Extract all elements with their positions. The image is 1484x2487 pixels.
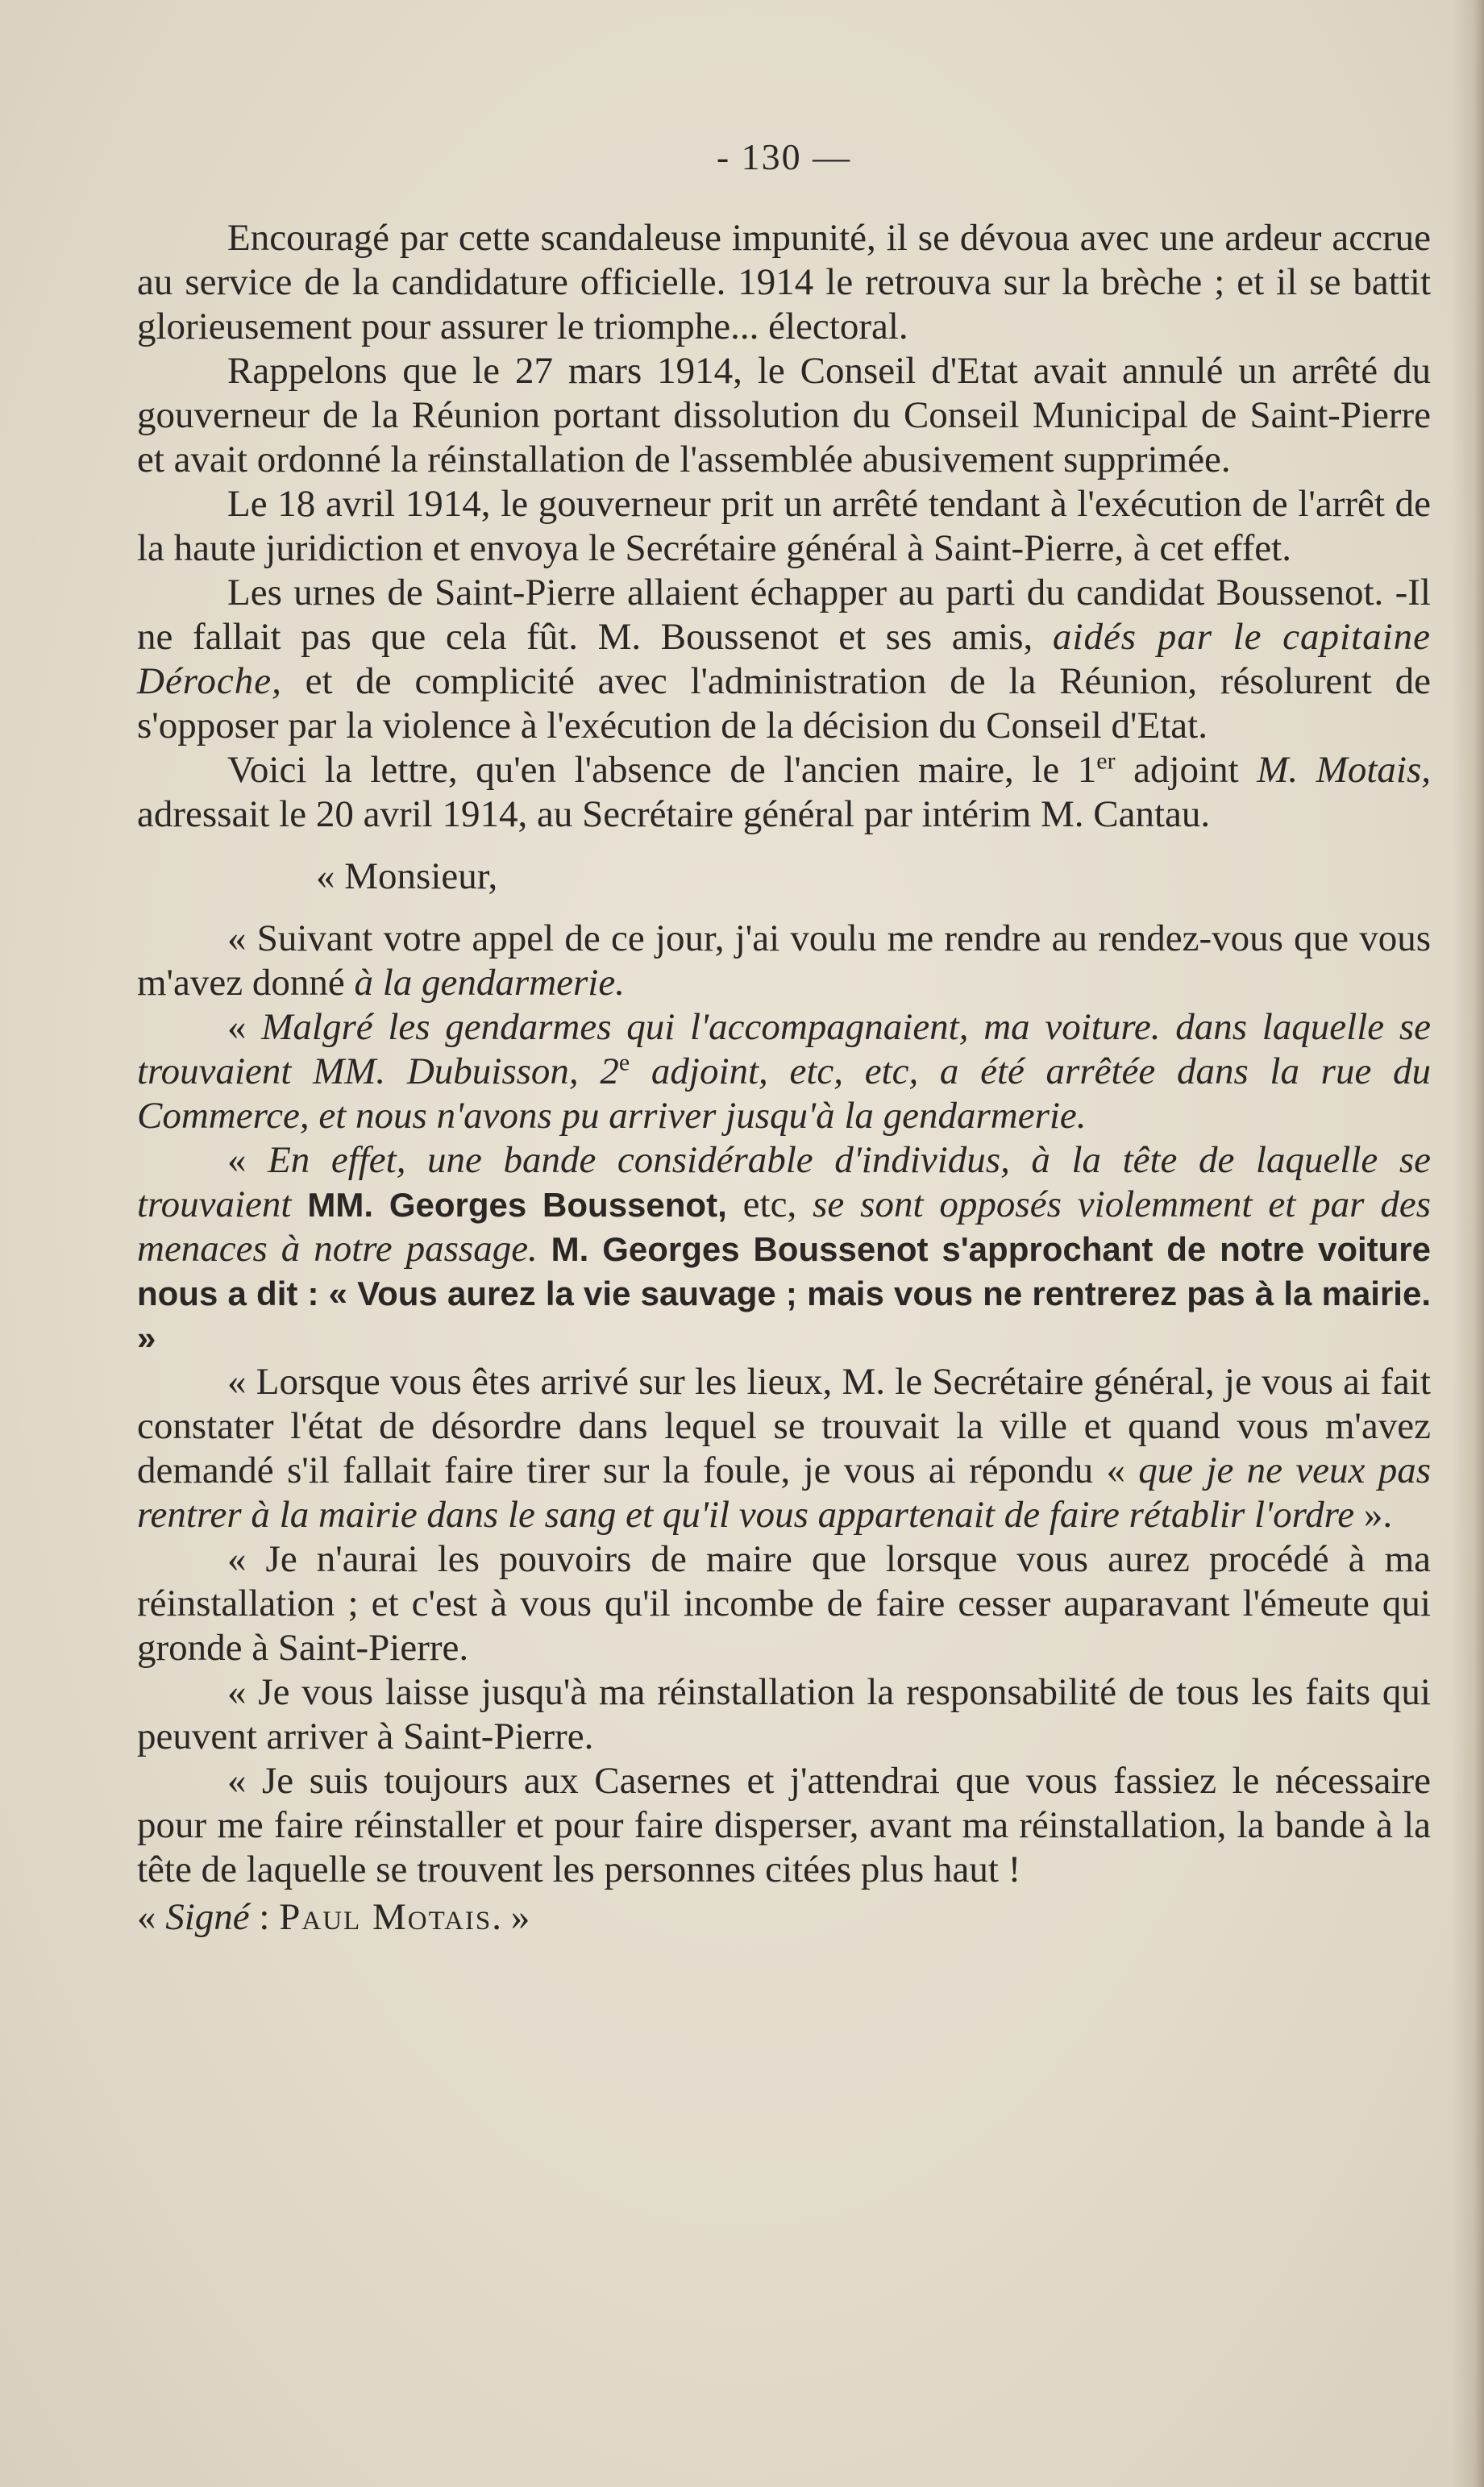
- signature-colon: :: [249, 1896, 280, 1938]
- quote-6: « Je vous laisse jusqu'à ma réinstallation la responsabilité de tous les faits qui peuvent arriver à Saint-Pierre.: [137, 1671, 1431, 1757]
- quote-2: [137, 1005, 1431, 1138]
- signature: [137, 1895, 1431, 1940]
- q4-close: ».: [1354, 1494, 1393, 1536]
- p5-text-b: adjoint: [1115, 749, 1257, 791]
- quote-7: « Je suis toujours aux Casernes et j'attendrai que vous fassiez le nécessaire pour me faire réinstaller et pour faire disperser, avant ma réinstallation, la bande à la tête de laquelle se trouvent les personnes citées plus haut !: [137, 1760, 1431, 1890]
- quote-3: [137, 1138, 1431, 1360]
- paragraph-3: Le 18 avril 1914, le gouverneur prit un arrêté tendant à l'exécution de l'arrêt de la haute juridiction et envoya le Secrétaire général à Saint-Pierre, à cet effet.: [137, 483, 1431, 569]
- q3-open: «: [227, 1139, 268, 1181]
- q3-italic-b: se sont opposés violemment et par des menaces à notre passage.: [137, 1183, 1432, 1270]
- p4-text-a: Les urnes de Saint-Pierre allaient échapper au parti du candidat Boussenot. -Il ne fallait pas que cela fût. M. Boussenot et ses amis,: [137, 572, 1431, 658]
- page-edge-shadow: [1452, 0, 1484, 2487]
- quote-4: [137, 1360, 1431, 1537]
- signature-name: Paul Motais: [279, 1896, 493, 1938]
- quote-1: [137, 917, 1431, 1005]
- p5-text-a: Voici la lettre, qu'en l'absence de l'ancien maire, le 1: [227, 749, 1097, 791]
- p5-text-d: adressait le 20 avril 1914, au Secrétaire général par intérim M. Cantau.: [137, 793, 1211, 835]
- paragraph-4: [137, 571, 1431, 748]
- signature-signe: Signé: [165, 1896, 250, 1938]
- paragraph-5: [137, 748, 1431, 837]
- q3-bold-names: MM. Georges Boussenot,: [307, 1186, 727, 1224]
- q2-italic-b: adjoint, etc, etc, a été arrêtée dans la rue du Commerce, et nous n'avons pu arriver jusqu'à la gendarmerie.: [137, 1050, 1431, 1137]
- signature-open: «: [137, 1896, 166, 1938]
- q2-italic-a: Malgré les gendarmes qui l'accompagnaient, ma voiture. dans laquelle se trouvaient MM. Dubuisson, 2: [137, 1006, 1432, 1092]
- q4-italic: que je ne veux pas rentrer à la mairie dans le sang et qu'il vous appartenait de faire rétablir l'ordre: [137, 1449, 1431, 1536]
- p4-text-c: et de complicité avec l'administration de la Réunion, résolurent de s'opposer par la violence à l'exécution de la décision du Conseil d'Etat.: [137, 660, 1431, 747]
- q1-text: « Suivant votre appel de ce jour, j'ai voulu me rendre au rendez-vous que vous m'avez donné: [137, 917, 1431, 1004]
- body-text: [137, 216, 1431, 1940]
- paragraph-2: Rappelons que le 27 mars 1914, le Conseil d'Etat avait annulé un arrêté du gouverneur de la Réunion portant dissolution du Conseil Municipal de Saint-Pierre et avait ordonné la réinstallation de l'assemblée abusivement supprimée.: [137, 350, 1431, 480]
- q2-open: «: [227, 1006, 262, 1048]
- q4-text: « Lorsque vous êtes arrivé sur les lieux, M. le Secrétaire général, je vous ai fait constater l'état de désordre dans lequel se trouvait la ville et quand vous m'avez demandé s'il fallait faire tirer sur la foule, je vous ai répondu «: [137, 1361, 1431, 1491]
- paragraph-1: Encouragé par cette scandaleuse impunité, il se dévoua avec une ardeur accrue au service de la candidature officielle. 1914 le retrouva sur la brèche ; et il se battit glorieusement pour assurer le triomphe... électoral.: [137, 217, 1431, 347]
- q3-bold-quote: M. Georges Boussenot s'approchant de notre voiture nous a dit : « Vous aurez la vie sauvage ; mais vous ne rentrerez pas à la mairie. »: [137, 1230, 1431, 1357]
- p5-superscript: er: [1096, 747, 1116, 775]
- q2-superscript: e: [618, 1049, 630, 1076]
- q1-italic: à la gendarmerie.: [354, 962, 625, 1004]
- q3-etc: etc,: [726, 1183, 813, 1225]
- signature-close: . »: [492, 1896, 530, 1938]
- letter-greeting: « Monsieur,: [316, 855, 498, 897]
- q3-italic-a: En effet, une bande considérable d'individus, à la tête de laquelle se trouvaient: [137, 1139, 1431, 1225]
- p5-italic: M. Motais,: [1257, 749, 1431, 791]
- quote-5: « Je n'aurai les pouvoirs de maire que lorsque vous aurez procédé à ma réinstallation ; et c'est à vous qu'il incombe de faire cesser auparavant l'émeute qui gronde à Saint-Pierre.: [137, 1538, 1431, 1669]
- p4-italic: aidés par le capitaine Déroche,: [137, 616, 1431, 702]
- page-number: - 130 —: [716, 136, 852, 177]
